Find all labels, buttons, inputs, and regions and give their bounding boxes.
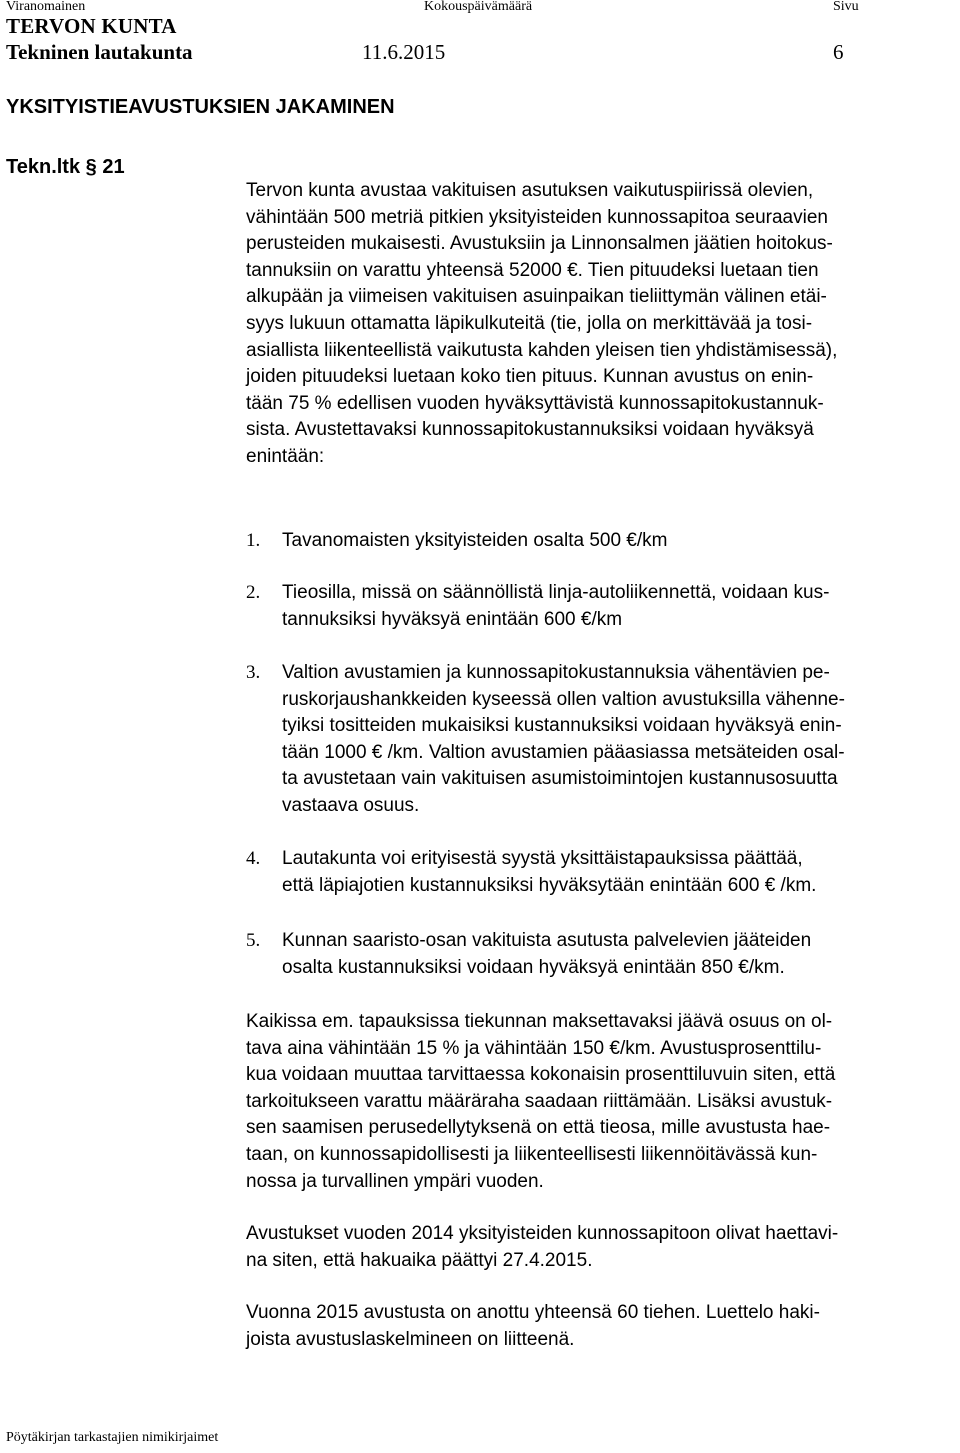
list-number: 3. (246, 662, 261, 683)
text-line: ruskorjaushankkeiden kyseessä ollen valtion avustuksilla vähenne- (282, 688, 845, 710)
text-line: Tieosilla, missä on säännöllistä linja-autoliikennettä, voidaan kus- (282, 582, 830, 603)
text-line: tannuksiksi hyväksyä enintään 600 €/km (282, 608, 623, 630)
text-line: vastaava osuus. (282, 794, 420, 816)
text-line: na siten, että hakuaika päättyi 27.4.2015. (246, 1249, 593, 1271)
page-number: 6 (833, 40, 844, 64)
text-line: Vuonna 2015 avustusta on anottu yhteensä 60 tiehen. Luettelo haki- (246, 1302, 820, 1323)
text-line: ta avustetaan vain vakituisen asumistoimintojen kustannusosuutta (282, 768, 838, 790)
list-number: 5. (246, 930, 261, 951)
list-number: 2. (246, 582, 261, 603)
text-line: Tervon kunta avustaa vakituisen asutuksen vaikutuspiirissä olevien, (246, 180, 814, 201)
text-line: Valtion avustamien ja kunnossapitokustannuksia vähentävien pe- (282, 662, 830, 683)
text-line: perusteiden mukaisesti. Avustuksiin ja Linnonsalmen jäätien hoitokus- (246, 233, 833, 255)
list-item-4 (246, 846, 960, 899)
text-line: enintään: (246, 445, 325, 467)
organization-name: TERVON KUNTA (6, 14, 177, 38)
conditions-paragraph (246, 1009, 960, 1195)
board-name: Tekninen lautakunta (6, 40, 193, 64)
text-line: Tavanomaisten yksityisteiden osalta 500 €/km (282, 530, 668, 551)
text-line: Kunnan saaristo-osan vakituista asutusta palvelevien jääteiden (282, 930, 812, 951)
text-line: nossa ja turvallinen ympäri vuoden. (246, 1170, 544, 1192)
text-line: tarkoitukseen varattu määräraha saadaan riittämään. Lisäksi avustuk- (246, 1090, 833, 1112)
signature-initials-label: Pöytäkirjan tarkastajien nimikirjaimet (6, 1430, 219, 1445)
header-label-page: Sivu (833, 0, 859, 14)
text-line: alkupään ja viimeisen vakituisen asuinpaikan tieliittymän välinen etäi- (246, 286, 827, 308)
text-line: tyiksi tositteiden mukaisiksi kustannuksiksi voidaan hyväksyä enin- (282, 715, 842, 737)
text-line: tään 75 % edellisen vuoden hyväksyttävistä kunnossapitokustannuk- (246, 392, 824, 414)
text-line: joiden pituudeksi luetaan koko tien pituus. Kunnan avustus on enin- (246, 366, 814, 388)
list-item-5 (246, 928, 960, 981)
text-line: Kaikissa em. tapauksissa tiekunnan maksettavaksi jäävä osuus on ol- (246, 1011, 833, 1032)
header-label-authority: Viranomainen (6, 0, 86, 14)
list-number: 4. (246, 848, 261, 869)
text-line: sista. Avustettavaksi kunnossapitokustannuksiksi voidaan hyväksyä (246, 419, 814, 441)
text-line: joista avustuslaskelmineen on liitteenä. (246, 1328, 575, 1350)
list-item-2 (246, 580, 960, 633)
applications-2015-paragraph (246, 1300, 960, 1353)
text-line: taan, on kunnossapidollisesti ja liikenteellisesti liikennöitävässä kun- (246, 1143, 818, 1165)
text-line: asiallista liikenteellistä vaikutusta kahden yleisen tien yhdistämisessä), (246, 339, 838, 361)
text-line: Lautakunta voi erityisestä syystä yksittäistapauksissa päättää, (282, 848, 803, 869)
list-number: 1. (246, 530, 261, 551)
list-item-3 (246, 660, 960, 820)
section-reference: Tekn.ltk § 21 (6, 156, 125, 178)
text-line: tannuksiin on varattu yhteensä 52000 €. Tien pituudeksi luetaan tien (246, 259, 819, 281)
text-line: sen saamisen perusedellytyksenä on että tieosa, mille avustusta hae- (246, 1117, 831, 1139)
text-line: että läpiajotien kustannuksiksi hyväksytään enintään 600 € /km. (282, 874, 817, 896)
applications-2014-paragraph (246, 1221, 960, 1274)
meeting-date: 11.6.2015 (362, 40, 446, 64)
text-line: tään 1000 € /km. Valtion avustamien pääasiassa metsäteiden osal- (282, 741, 845, 763)
header-label-meeting-date: Kokouspäivämäärä (424, 0, 533, 14)
list-item-1 (246, 528, 960, 555)
text-line: osalta kustannuksiksi voidaan hyväksyä enintään 850 €/km. (282, 956, 785, 978)
text-line: kua voidaan muuttaa tarvittaessa kokonaisin prosenttiluvuin siten, että (246, 1064, 836, 1086)
text-line: tava aina vähintään 15 % ja vähintään 150 €/km. Avustusprosenttilu- (246, 1037, 822, 1059)
text-line: syys lukuun ottamatta läpikulkuteitä (tie, jolla on merkittävää ja tosi- (246, 312, 813, 334)
text-line: Avustukset vuoden 2014 yksityisteiden kunnossapitoon olivat haettavi- (246, 1223, 839, 1244)
section-title: YKSITYISTIEAVUSTUKSIEN JAKAMINEN (6, 96, 395, 118)
intro-paragraph (246, 178, 960, 471)
text-line: vähintään 500 metriä pitkien yksityisteiden kunnossapitoa seuraavien (246, 206, 828, 228)
